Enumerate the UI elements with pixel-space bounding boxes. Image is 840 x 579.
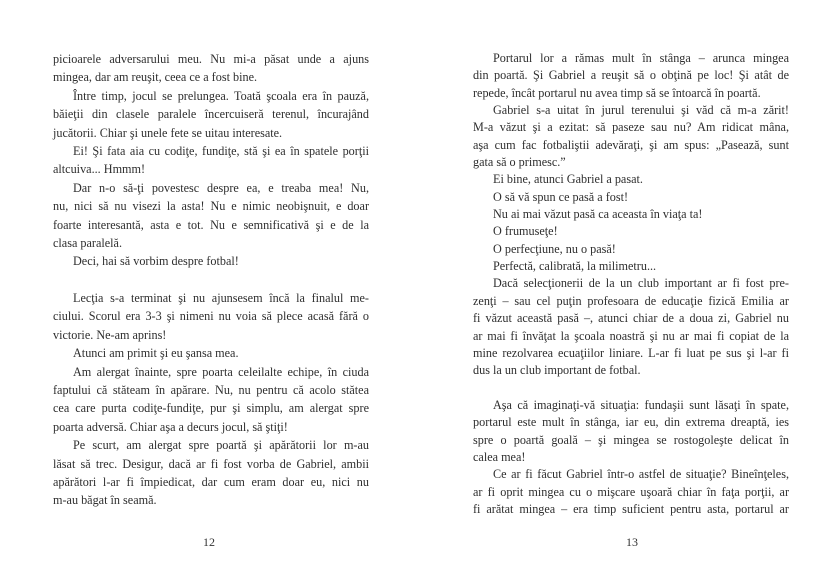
text-line: apărători l-ar fi împiedicat, dar cum eram doar eu, nici nu bbox=[53, 474, 369, 489]
text-line: dus la un club important de fotbal. bbox=[473, 363, 641, 378]
right-page bbox=[420, 0, 840, 579]
text-line: Am alergat înainte, spre poarta celeilalte echipe, în ciuda bbox=[73, 364, 369, 379]
section-break bbox=[53, 271, 369, 289]
section-break bbox=[473, 380, 789, 397]
text-line: aşa cum fac fotbaliştii adevăraţi, şi am spus: „Pasează, sunt bbox=[473, 137, 789, 152]
text-line: cea care purta codiţe-fundiţe, pur şi simplu, am alergat spre bbox=[53, 401, 369, 416]
text-line: Portarul lor a rămas mult în stânga – arunca mingea bbox=[493, 51, 789, 65]
text-line: Gabriel s-a uitat în jurul terenului şi văd că m-a zărit! bbox=[493, 103, 789, 118]
text-line: Perfectă, calibrată, la milimetru... bbox=[493, 259, 657, 274]
text-line: Ce ar fi făcut Gabriel într-o astfel de situaţie? Bineînţeles, bbox=[493, 467, 789, 482]
text-line: Între timp, jocul se prelungea. Toată şcoala era în pauză, bbox=[73, 88, 369, 103]
text-line: nu, nici să nu visezi la asta! Nu e nimic neobişnuit, e doar bbox=[53, 199, 369, 214]
text-line: portarul este mult în stânga, iar eu, din extrema dreaptă, ies bbox=[473, 415, 789, 430]
page-number: 13 bbox=[626, 535, 638, 549]
text-line: Deci, hai să vorbim despre fotbal! bbox=[73, 254, 239, 269]
text-line: O perfecţiune, nu o pasă! bbox=[493, 241, 616, 256]
text-line: faptului că stăteam în apărare. Nu, nu pentru că acolo stătea bbox=[53, 383, 369, 398]
text-line: O frumuseţe! bbox=[493, 224, 558, 239]
page-number: 12 bbox=[203, 535, 215, 549]
text-line: picioarele adversarului meu. Nu mi-a păsat unde a ajuns bbox=[53, 52, 369, 66]
text-line: spre o poartă goală – şi mingea se rostogoleşte delicat în bbox=[473, 432, 789, 447]
text-line: jucătorii. Chiar şi unele fete se uitau interesate. bbox=[53, 125, 283, 140]
text-line: fi văzut această pasă –, atunci chiar de a doua zi, Gabriel nu bbox=[473, 311, 789, 326]
text-line: ciului. Scorul era 3-3 şi nimeni nu voia să plece acasă fără o bbox=[53, 309, 369, 324]
text-line: victorie. Ne-am aprins! bbox=[53, 327, 167, 342]
text-line: ar mai fi învăţat la şcoala noastră şi nu ar mai fi copiat de la bbox=[473, 328, 789, 343]
text-line: Aşa că imaginaţi-vă situaţia: fundaşii sunt lăsaţi în spate, bbox=[493, 397, 789, 412]
text-line: gata să o primesc.” bbox=[473, 155, 566, 170]
text-line: Dacă selecţionerii de la un club important ar fi fost pre- bbox=[493, 276, 789, 291]
text-line: fi arătat mingea – era timp suficient pentru asta, portarul ar bbox=[473, 501, 789, 516]
text-line: ar fi oprit mingea cu o mişcare uşoară chiar în faţa porţii, ar bbox=[473, 484, 789, 499]
text-line: Ei bine, atunci Gabriel a pasat. bbox=[493, 172, 643, 187]
text-line: clasa paralelă. bbox=[53, 235, 123, 250]
text-line: Atunci am primit şi eu şansa mea. bbox=[73, 346, 239, 361]
text-line: din poartă. Şi Gabriel a reuşit să o obţină pe loc! Şi atât de bbox=[473, 68, 789, 83]
text-line: lăsat să trec. Desigur, dacă ar fi fost vorba de Gabriel, ambii bbox=[53, 456, 369, 471]
text-line: Ei! Şi fata aia cu codiţe, fundiţe, stă şi ea în spatele porţii bbox=[73, 143, 369, 158]
page-text bbox=[53, 50, 369, 510]
text-line: altcuiva... Hmmm! bbox=[53, 162, 146, 177]
text-line: Lecţia s-a terminat şi nu ajunsesem încă la finalul me- bbox=[73, 291, 369, 306]
text-line: poarta adversă. Chiar aşa a decurs jocul, să ştiţi! bbox=[53, 419, 288, 434]
text-line: M-a văzut şi a ezitat: să paseze sau nu? Am ridicat mâna, bbox=[473, 120, 789, 135]
text-line: O să vă spun ce pasă a fost! bbox=[493, 189, 629, 204]
page-text bbox=[473, 50, 789, 518]
text-line: mine rezolvarea ecuaţiilor liniare. L-ar fi luat pe sus şi l-ar fi bbox=[473, 345, 789, 360]
text-line: mingea, dar am reuşit, ceea ce a fost bine. bbox=[53, 70, 258, 85]
text-line: Pe scurt, am alergat spre poartă şi apărătorii lor m-au bbox=[73, 438, 369, 453]
text-line: repede, încât portarul nu avea timp să se întoarcă în poartă. bbox=[473, 85, 761, 100]
text-line: Nu ai mai văzut pasă ca aceasta în viaţa ta! bbox=[493, 207, 703, 222]
text-line: băieţii din clasele paralele încercuiseră terenul, încurajând bbox=[53, 107, 369, 122]
text-line: zenţi – sau cel puţin profesoara de educaţie fizică Emilia ar bbox=[473, 293, 789, 308]
text-line: Dar n-o să-ţi povestesc despre ea, e treaba mea! Nu, bbox=[73, 180, 369, 195]
text-line: foarte interesantă, asta e tot. Nu e semnificativă şi e de la bbox=[53, 217, 369, 232]
text-line: calea mea! bbox=[473, 449, 526, 464]
text-line: m-au băgat în seamă. bbox=[53, 493, 157, 508]
